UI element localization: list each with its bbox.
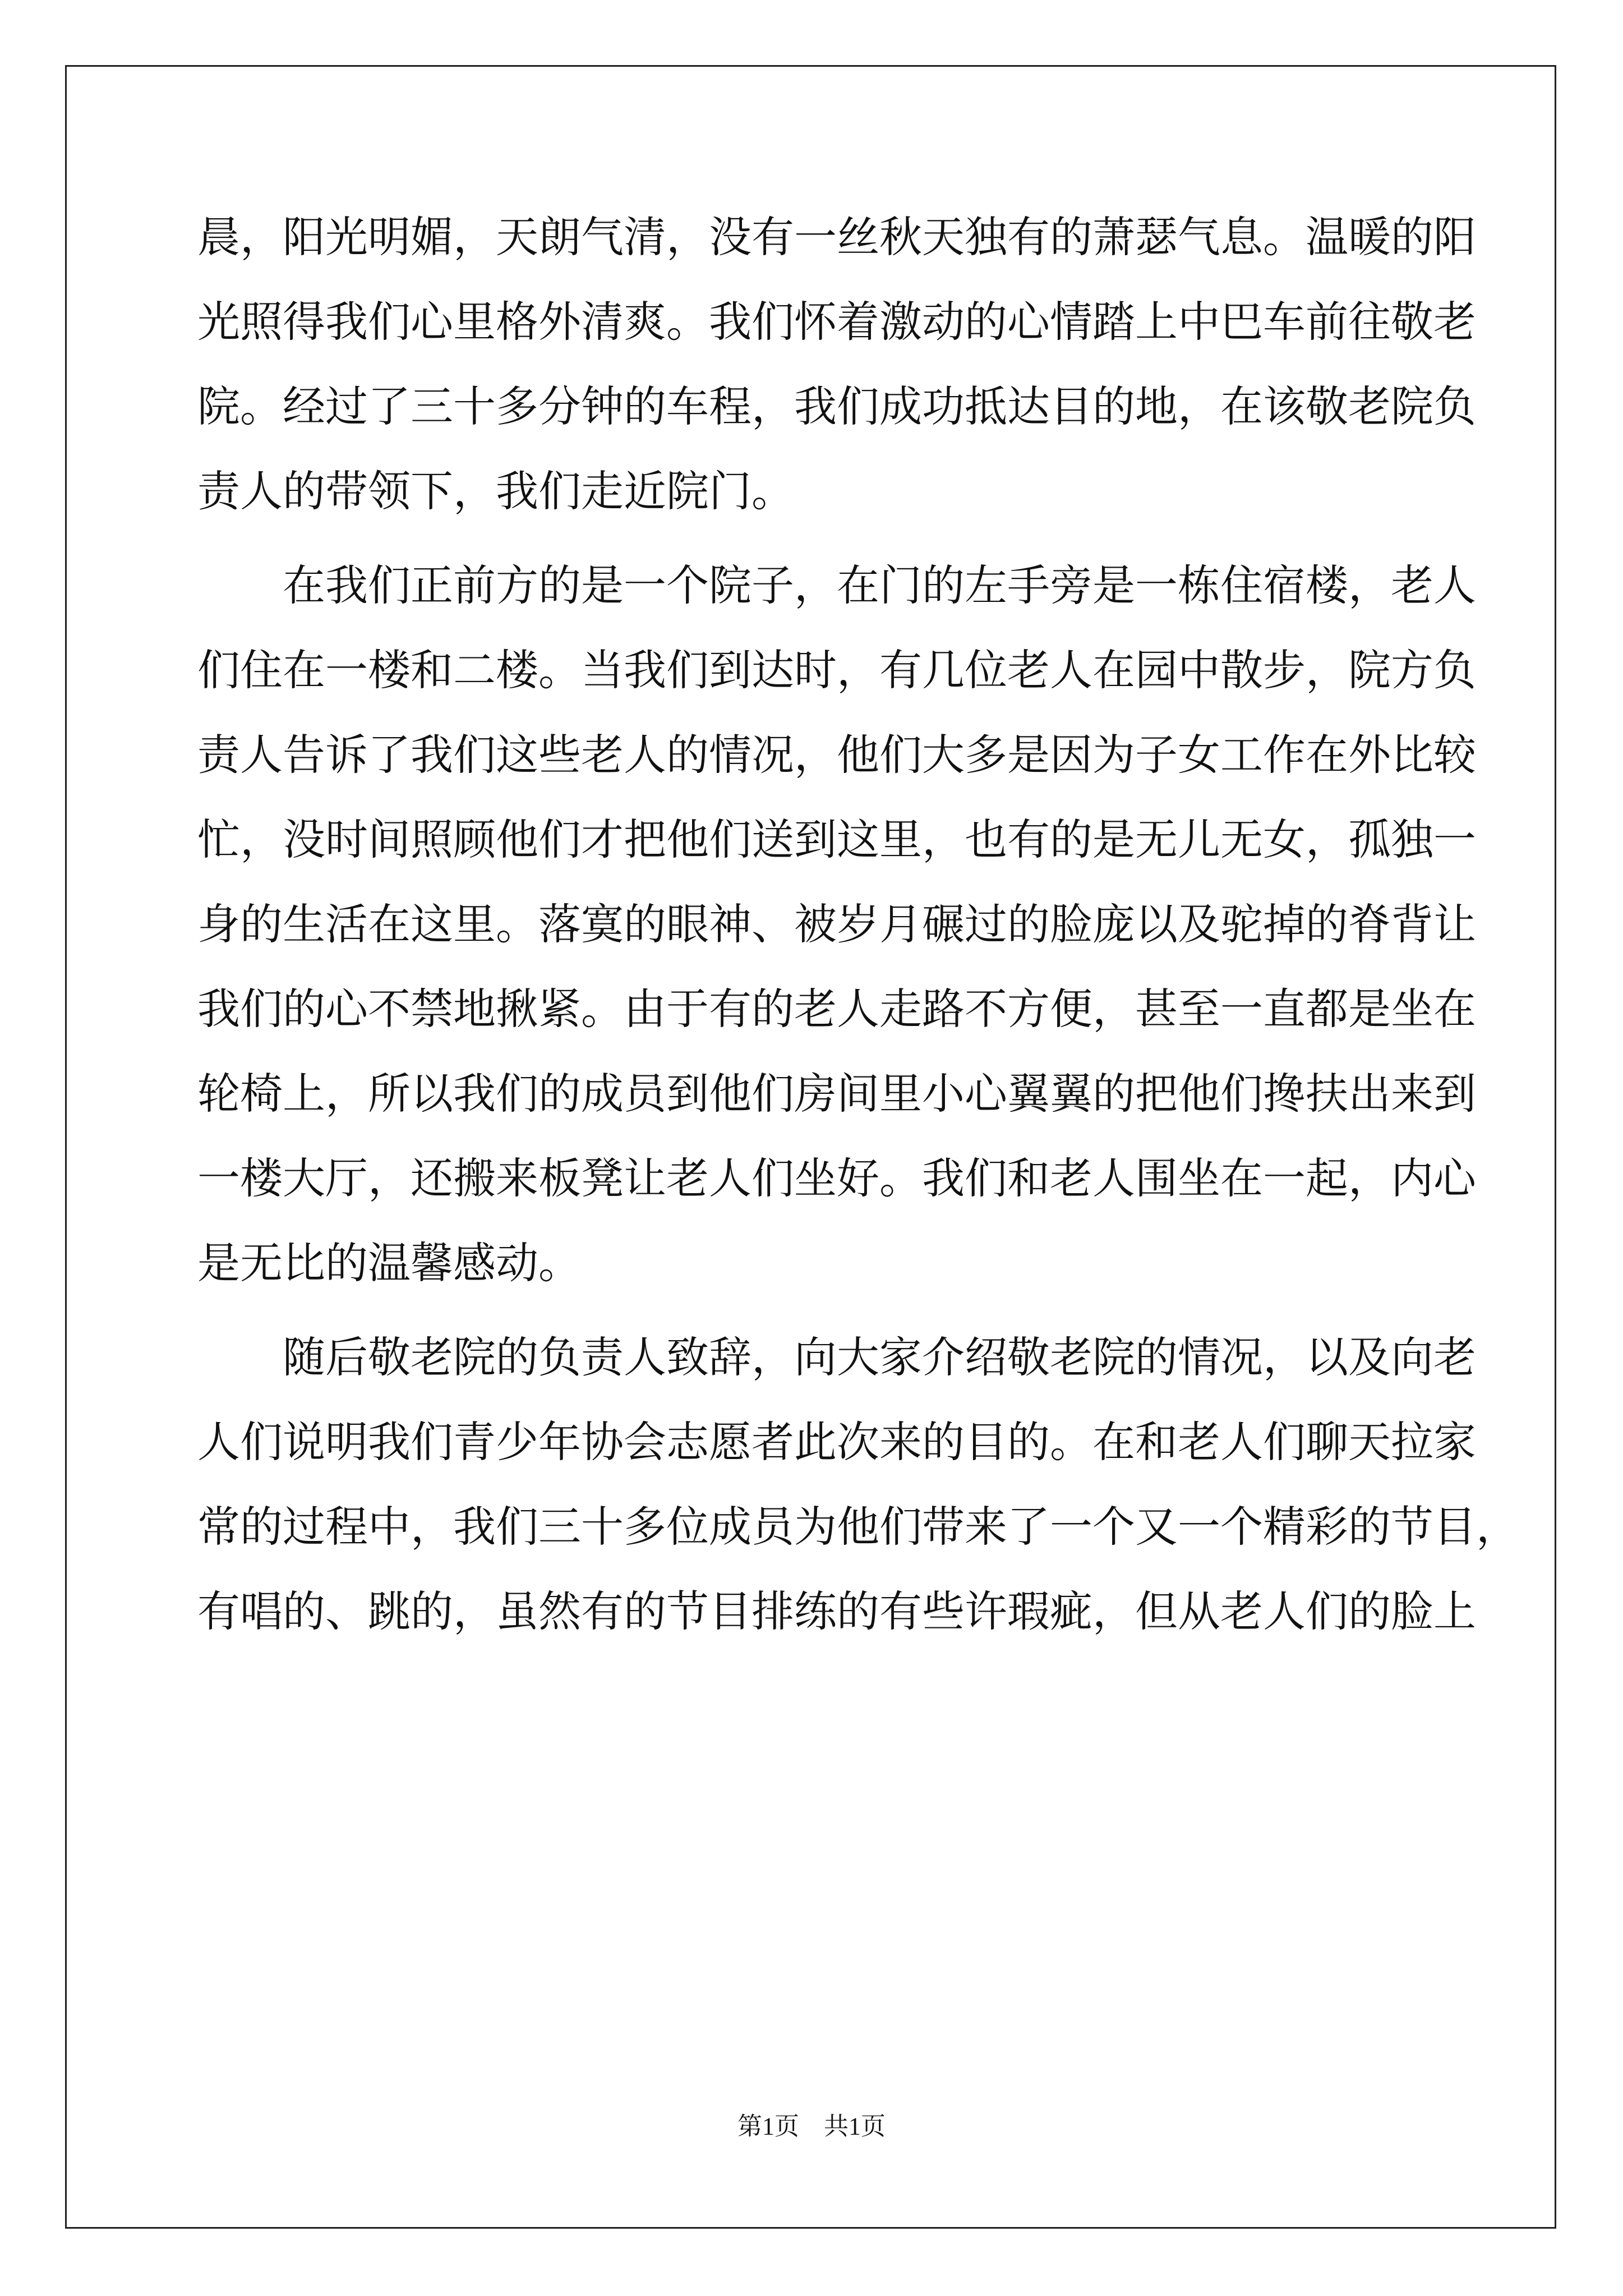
text-line: 有 唱 的 、 跳 的 ， 虽 然 有 的 节 目 排 练 的 有 些 许 瑕 疵 ， 但 从 老 人 们 的 脸 上	[197, 1586, 1476, 1636]
text-line: 在 我 们 正 前 方 的 是 一 个 院 子 ， 在 门 的 左 手 旁 是 一 栋 住 宿 楼 ， 老 人	[283, 560, 1476, 610]
text-line: 忙 ， 没 时 间 照 顾 他 们 才 把 他 们 送 到 这 里 ， 也 有 的 是 无 儿 无 女 ， 孤 独 一	[197, 815, 1476, 864]
paragraph	[197, 212, 1476, 555]
text-line: 责 人 告 诉 了 我 们 这 些 老 人 的 情 况 ， 他 们 大 多 是 因 为 子 女 工 作 在 外 比 较	[197, 730, 1476, 780]
text-line: 晨 ， 阳 光 明 媚 ， 天 朗 气 清 ， 没 有 一 丝 秋 天 独 有 的 萧 瑟 气 息 。 温 暖 的 阳	[197, 212, 1476, 262]
page-footer: 第1页 共1页	[737, 2113, 886, 2140]
text-line: 光 照 得 我 们 心 里 格 外 清 爽 。 我 们 怀 着 激 动 的 心 情 踏 上 中 巴 车 前 往 敬 老	[197, 297, 1476, 347]
text-line: 我 们 的 心 不 禁 地 揪 紧 。 由 于 有 的 老 人 走 路 不 方 便 ， 甚 至 一 直 都 是 坐 在	[197, 984, 1476, 1034]
text-line: 一 楼 大 厅 ， 还 搬 来 板 凳 让 老 人 们 坐 好 。 我 们 和 老 人 围 坐 在 一 起 ， 内 心	[197, 1153, 1476, 1203]
text-line: 们 住 在 一 楼 和 二 楼 。 当 我 们 到 达 时 ， 有 几 位 老 人 在 园 中 散 步 ， 院 方 负	[197, 645, 1476, 695]
text-line: 常 的 过 程 中 ， 我 们 三 十 多 位 成 员 为 他 们 带 来 了 一 个 又 一 个 精 彩 的 节 目 ，	[197, 1502, 1519, 1552]
text-line: 轮 椅 上 ， 所 以 我 们 的 成 员 到 他 们 房 间 里 小 心 翼 翼 的 把 他 们 搀 扶 出 来 到	[197, 1069, 1476, 1119]
text-line: 是 无 比 的 温 馨 感 动 。	[197, 1238, 581, 1288]
text-line: 身 的 生 活 在 这 里 。 落 寞 的 眼 神 、 被 岁 月 碾 过 的 脸 庞 以 及 驼 掉 的 脊 背 让	[197, 899, 1476, 949]
text-line: 责 人 的 带 领 下 ， 我 们 走 近 院 门 。	[197, 466, 794, 516]
paragraph	[197, 1332, 1519, 1675]
text-line: 院 。 经 过 了 三 十 多 分 钟 的 车 程 ， 我 们 成 功 抵 达 目 的 地 ， 在 该 敬 老 院 负	[197, 381, 1476, 431]
paragraph	[197, 560, 1476, 1327]
document-body	[197, 212, 1519, 1675]
text-line: 随 后 敬 老 院 的 负 责 人 致 辞 ， 向 大 家 介 绍 敬 老 院 的 情 况 ， 以 及 向 老	[283, 1332, 1476, 1382]
text-line: 人 们 说 明 我 们 青 少 年 协 会 志 愿 者 此 次 来 的 目 的 。 在 和 老 人 们 聊 天 拉 家	[197, 1417, 1476, 1467]
